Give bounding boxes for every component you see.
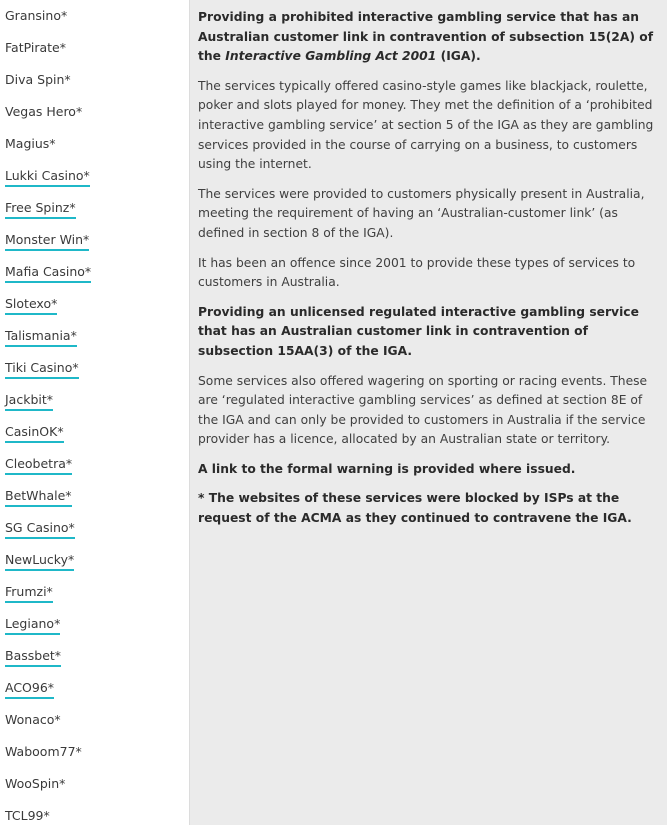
operator-item[interactable]: Bassbet* — [5, 648, 61, 667]
content-panel — [190, 0, 667, 825]
paragraph-services: The services typically offered casino-style games like blackjack, roulette, poker and slots played for money. They met the definition of a ‘prohibited interactive gambling service’ at section 5 of the IGA as they are gambling services provided in the course of carrying on a business, to customers using the internet. — [198, 78, 654, 172]
operator-item[interactable]: Monster Win* — [5, 232, 89, 251]
operator-item: Magius* — [5, 136, 56, 151]
operator-item: Wonaco* — [5, 712, 61, 727]
paragraph-offence: It has been an offence since 2001 to provide these types of services to customers in Australia. — [198, 255, 636, 290]
operator-item[interactable]: Jackbit* — [5, 392, 53, 411]
operator-item[interactable]: Legiano* — [5, 616, 60, 635]
operator-item[interactable]: Mafia Casino* — [5, 264, 91, 283]
heading-prohibited-service — [198, 8, 659, 67]
operator-item[interactable]: CasinOK* — [5, 424, 64, 443]
heading-text-part2: (IGA). — [436, 49, 481, 64]
operator-item[interactable]: NewLucky* — [5, 552, 74, 571]
note-formal-warning: A link to the formal warning is provided where issued. — [198, 461, 576, 476]
operator-item[interactable]: Free Spinz* — [5, 200, 76, 219]
operator-item: TCL99* — [5, 808, 50, 823]
operator-item[interactable]: Slotexo* — [5, 296, 57, 315]
operator-item[interactable]: BetWhale* — [5, 488, 72, 507]
paragraph-australian-link: The services were provided to customers physically present in Australia, meeting the requirement of having an ‘Australian-customer link’ (as defined in section 8 of the IGA). — [198, 186, 645, 240]
operator-item[interactable]: ACO96* — [5, 680, 54, 699]
note-websites-blocked: * The websites of these services were blocked by ISPs at the request of the ACMA as they continued to contravene the IGA. — [198, 491, 632, 526]
paragraph-wagering: Some services also offered wagering on sporting or racing events. These are ‘regulated interactive gambling services’ as defined at section 8E of the IGA and can only be provided to customers in Australia if the service provider has a licence, allocated by an Australian state or territory. — [198, 373, 648, 447]
operator-item: FatPirate* — [5, 40, 66, 55]
heading-text-part1: Providing a prohibited interactive gambling service that has an Australian customer link in contravention of subsection 15(2A) of the — [198, 10, 654, 64]
operator-item: Diva Spin* — [5, 72, 71, 87]
operator-item[interactable]: Cleobetra* — [5, 456, 72, 475]
operator-item: Gransino* — [5, 8, 68, 23]
act-name: Interactive Gambling Act 2001 — [225, 49, 437, 64]
operator-item[interactable]: Tiki Casino* — [5, 360, 79, 379]
operator-item: WooSpin* — [5, 776, 66, 791]
operator-item[interactable]: Frumzi* — [5, 584, 53, 603]
operator-list — [0, 0, 190, 825]
operator-item: Vegas Hero* — [5, 104, 83, 119]
operator-item[interactable]: SG Casino* — [5, 520, 75, 539]
operator-item[interactable]: Lukki Casino* — [5, 168, 90, 187]
operator-item[interactable]: Talismania* — [5, 328, 77, 347]
operator-item: Waboom77* — [5, 744, 82, 759]
heading-unlicensed-service: Providing an unlicensed regulated interactive gambling service that has an Australian customer link in contravention of subsection 15AA(3) of the IGA. — [198, 304, 639, 358]
